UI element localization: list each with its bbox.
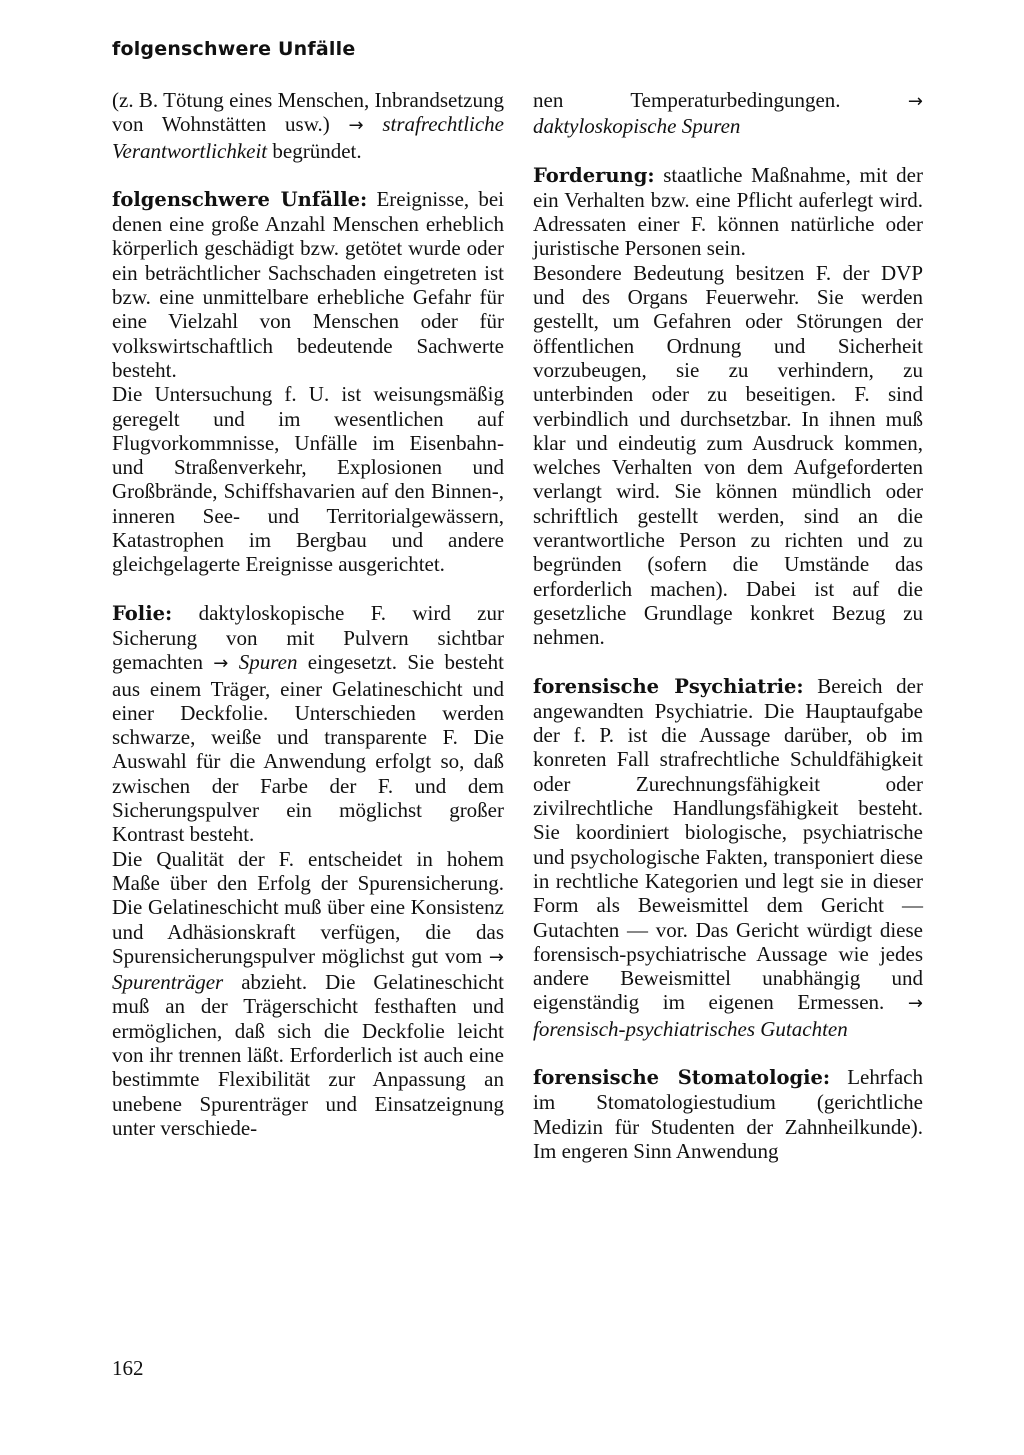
arrow-right-icon: →: [348, 115, 364, 137]
arrow-right-icon: →: [907, 91, 923, 112]
headword: Forderung:: [533, 163, 655, 187]
entry-forensische-stomatologie: forensische Stomatologie: Lehrfach im Stomatologiestudium (gerichtliche Medizin für Studenten der Zahnheilkunde). Im engeren Sinn Anwendung: [533, 1064, 923, 1163]
arrow-right-icon: →: [213, 653, 229, 675]
cross-reference-link[interactable]: Spurenträger: [112, 970, 224, 995]
entry-continuation: (z. B. Tötung eines Menschen, Inbrandsetzung von Wohnstätten usw.) → strafrechtliche Verantwortlichkeit begründet.: [112, 88, 505, 163]
arrow-right-icon: →: [488, 946, 504, 968]
cross-reference-link[interactable]: daktyloskopische Spuren: [533, 114, 741, 139]
entry-forderung: Forderung: staatliche Maßnahme, mit der ein Verhalten bzw. eine Pflicht auferlegt wird. Adressaten einer F. können natürliche oder juristische Personen sein.: [533, 162, 923, 261]
cross-reference-link[interactable]: Spuren: [238, 650, 298, 675]
entry-continuation: nen Temperaturbedingungen. → daktyloskopische Spuren: [533, 88, 923, 139]
running-head: folgenschwere Unfälle: [112, 38, 356, 60]
entry-forensische-psychiatrie: forensische Psychiatrie: Bereich der angewandten Psychiatrie. Die Hauptaufgabe der f. P. ist die Aussage darüber, ob im konreten Fall strafrechtliche Schuldfähigkeit oder Zurechnungsfähigkeit oder zivilrechtliche Handlungsfähigkeit besteht. Sie koordiniert biologische, psychiatrische und psychologische Fakten, transponiert diese in rechtliche Kategorien und legt sie in dieser Form als Beweismittel dem Gericht — Gutachten — vor. Das Gericht würdigt diese forensisch-psychiatrische Aussage wie jedes andere Beweismittel unabhängig und eigenständig im eigenen Ermessen. → forensisch-psychiatrisches Gutachten: [533, 673, 923, 1041]
page-number: 162: [112, 1356, 144, 1380]
headword: forensische Stomatologie:: [533, 1065, 831, 1089]
entry-paragraph: Die Qualität der F. entscheidet in hohem Maße über den Erfolg der Spurensicherung. Die Gelatineschicht muß über eine Konsistenz und Adhäsionskraft verfügen, die das Spurensicherungspulver möglichst gut vom → Spurenträger abzieht. Die Gelatineschicht muß an der Trägerschicht festhaften und ermöglichen, daß sich die Deckfolie leicht von ihr trennen läßt. Erforderlich ist auch eine bestimmte Flexibilität zur Anpassung an unebene Spurenträger und Einsatzeignung unter verschiede-: [112, 846, 504, 1140]
entry-folgenschwere-unfaelle: folgenschwere Unfälle: Ereignisse, bei denen eine große Anzahl Menschen erheblich körperlich geschädigt bzw. getötet wurde oder ein beträchtlicher Sachschaden eingetreten ist bzw. eine unmittelbare erhebliche Gefahr für eine Vielzahl von Menschen oder für volkswirtschaftlich bedeutende Sachwerte besteht.: [112, 186, 504, 382]
cross-reference-link[interactable]: strafrechtliche Verantwortlichkeit: [112, 112, 505, 163]
left-column: [112, 88, 504, 1140]
headword: Folie:: [112, 601, 173, 625]
right-column: [533, 88, 923, 1163]
entry-paragraph: Besondere Bedeutung besitzen F. der DVP und des Organs Feuerwehr. Sie werden gestellt, um Gefahren oder Störungen der öffentlichen Ordnung und Sicherheit vorzubeugen, sie zu verhindern, zu unterbinden oder zu beseitigen. F. sind verbindlich und durchsetzbar. In ihnen muß klar und eindeutig zum Ausdruck kommen, welches Verhalten von dem Aufgeforderten verlangt wird. Sie können mündlich oder schriftlich gestellt werden, sind an die verantwortliche Person zu richten und zu begründen (sofern die Umstände das erforderlich machen). Dabei ist auf die gesetzliche Grundlage konkret Bezug zu nehmen.: [533, 260, 923, 650]
headword: forensische Psychiatrie:: [533, 674, 804, 698]
cross-reference-link[interactable]: forensisch-psychiatrisches Gutachten: [533, 1016, 848, 1041]
arrow-right-icon: →: [907, 993, 923, 1015]
entry-paragraph: Die Untersuchung f. U. ist weisungsmäßig geregelt und im wesentlichen auf Flugvorkommnisse, Unfälle im Eisenbahn- und Straßenverkehr, Explosionen und Großbrände, Schiffshavarien auf den Binnen-, inneren See- und Territorialgewässern, Katastrophen im Bergbau und andere gleichgelagerte Ereignisse ausgerichtet.: [112, 382, 504, 577]
entry-folie: Folie: daktyloskopische F. wird zur Sicherung von mit Pulvern sichtbar gemachten → Spuren eingesetzt. Sie besteht aus einem Träger, einer Gelatineschicht und einer Deckfolie. Unterschieden werden schwarze, weiße und transparente F. Die Auswahl für die Anwendung erfolgt so, daß zwischen der Farbe der F. und dem Sicherungspulver ein möglichst großer Kontrast besteht.: [112, 600, 505, 847]
headword: folgenschwere Unfälle:: [112, 187, 368, 211]
